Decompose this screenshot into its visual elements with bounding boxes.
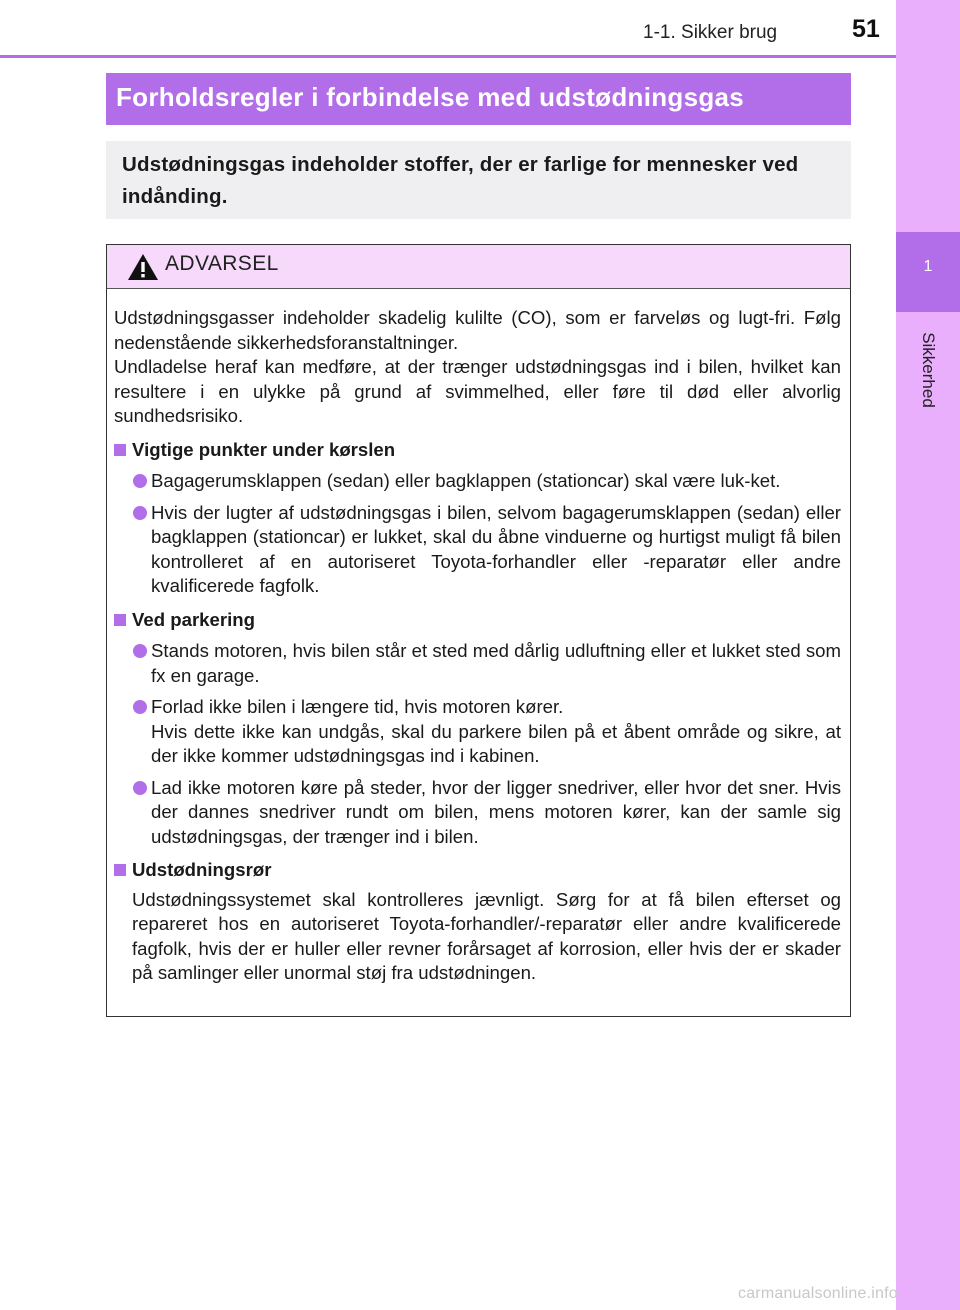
header-section-title: 1-1. Sikker brug [643, 22, 778, 43]
footer-watermark: carmanualsonline.info [738, 1285, 898, 1302]
chapter-number-badge[interactable] [896, 232, 960, 312]
subheading-text: Udstødningsrør [132, 859, 272, 880]
list-item [114, 469, 841, 494]
list-item [114, 776, 841, 850]
list-item-continuation: Hvis dette ikke kan undgås, skal du parkere bilen på et åbent område og sikre, at der ikke kommer udstødningsgas ind i kabinen. [151, 720, 841, 766]
warning-header [107, 245, 850, 289]
chapter-number: 1 [923, 258, 933, 275]
list-item-text: Bagagerumsklappen (sedan) eller bagklappen (stationcar) skal være luk-ket. [151, 470, 781, 491]
circle-bullet-icon [133, 506, 147, 520]
circle-bullet-icon [133, 474, 147, 488]
list-item-text: Forlad ikke bilen i længere tid, hvis motoren kører. [151, 696, 564, 717]
square-bullet-icon [114, 614, 126, 626]
list-item [114, 639, 841, 688]
square-bullet-icon [114, 444, 126, 456]
warning-triangle-icon [127, 253, 159, 281]
list-item [114, 501, 841, 599]
side-tab [896, 0, 960, 1310]
circle-bullet-icon [133, 644, 147, 658]
list-item [114, 695, 841, 769]
page-number: 51 [852, 15, 880, 43]
subheading-exhaust-pipe [114, 858, 841, 883]
subheading-text: Vigtige punkter under kørslen [132, 438, 396, 460]
list-item-text: Hvis der lugter af udstødningsgas i bilen, selvom bagagerumsklappen (sedan) eller bagklappen (stationcar) er lukket, skal du åbne vinduerne og hurtigst muligt få bilen kontrolleret af en autoriseret Toyota-forhandler eller -reparatør eller andre kvalificerede fagfolk. [151, 501, 841, 596]
circle-bullet-icon [133, 700, 147, 714]
list-item-text: Lad ikke motoren køre på steder, hvor der ligger snedriver, eller hvor det sner. Hvis der dannes snedriver rundt om bilen, mens motoren kører, kan der samle sig udstødningsgas, der trænger ind i bilen. [151, 776, 841, 847]
circle-bullet-icon [133, 781, 147, 795]
intro-box [106, 141, 851, 219]
header-divider [0, 55, 896, 58]
warning-box [106, 244, 851, 1017]
warning-intro-2: Undladelse heraf kan medføre, at der trænger udstødningsgas ind i bilen, hvilket kan resultere i en ulykke på grund af svimmelhed, eller føre til død eller alvorlig sundhedsrisiko. [114, 356, 841, 426]
warning-body [107, 289, 850, 986]
exhaust-pipe-text: Udstødningssystemet skal kontrolleres jævnligt. Sørg for at få bilen efterset og repareret hos en autoriseret Toyota-forhandler/-reparatør eller andre kvalificerede fagfolk, hvis der er huller eller revner forårsaget af korrosion, eller hvis der er skader på samlinger eller unormal støj fra udstødningen. [132, 888, 841, 983]
warning-label: ADVARSEL [165, 252, 279, 275]
subheading-driving [114, 438, 841, 463]
chapter-label: Sikkerhed [919, 332, 938, 408]
list-item-text: Stands motoren, hvis bilen står et sted med dårlig udluftning eller et lukket sted som fx en garage. [151, 640, 841, 686]
subheading-parking [114, 608, 841, 633]
intro-text: Udstødningsgas indeholder stoffer, der er farlige for mennesker ved indånding. [122, 153, 799, 208]
warning-intro-1: Udstødningsgasser indeholder skadelig kulilte (CO), som er farveløs og lugt-fri. Følg nedenstående sikkerhedsforanstaltninger. [114, 307, 841, 353]
square-bullet-icon [114, 864, 126, 876]
subheading-text: Ved parkering [132, 608, 255, 630]
section-title: Forholdsregler i forbindelse med udstødningsgas [106, 73, 851, 125]
